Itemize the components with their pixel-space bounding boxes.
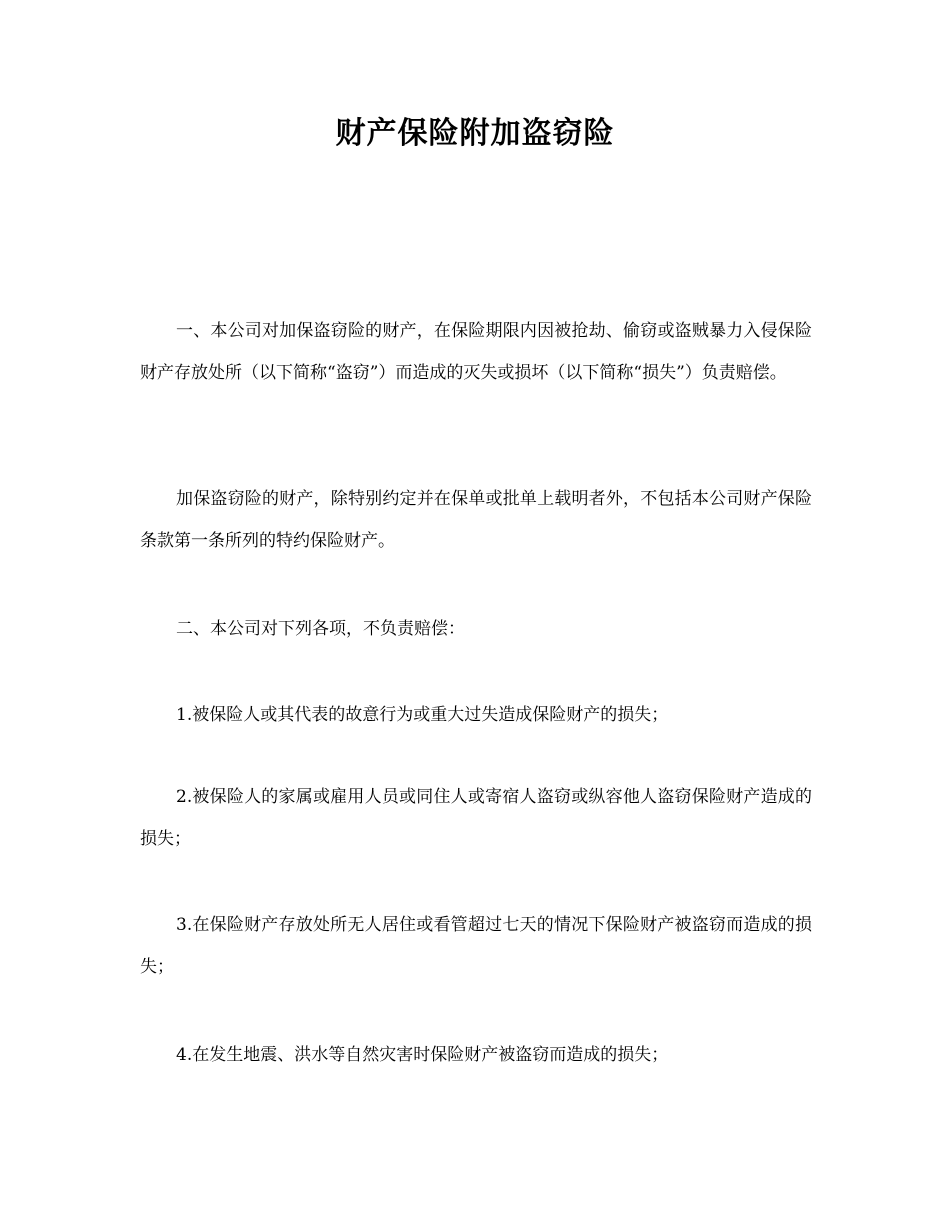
exclusion-item-4: 4.在发生地震、洪水等自然灾害时保险财产被盗窃而造成的损失； — [176, 1045, 669, 1065]
exclusions-heading: 二、本公司对下列各项，不负责赔偿： — [176, 619, 465, 639]
document-title: 财产保险附加盗窃险 — [335, 116, 615, 151]
clause-paragraph-1: 一、本公司对加保盗窃险的财产，在保险期限内因被抢劫、偷窃或盗贼暴力入侵保险财产存放处所（以下简称“盗窃”）而造成的灭失或损坏（以下简称“损失”）负责赔偿。 — [140, 321, 812, 383]
exclusion-item-3: 3.在保险财产存放处所无人居住或看管超过七天的情况下保险财产被盗窃而造成的损失； — [140, 915, 812, 977]
exclusion-item-2: 2.被保险人的家属或雇用人员或同住人或寄宿人盗窃或纵容他人盗窃保险财产造成的损失； — [140, 787, 812, 849]
exclusion-item-1: 1.被保险人或其代表的故意行为或重大过失造成保险财产的损失； — [176, 705, 669, 725]
clause-paragraph-2: 加保盗窃险的财产，除特别约定并在保单或批单上载明者外，不包括本公司财产保险条款第一条所列的特约保险财产。 — [140, 489, 812, 551]
